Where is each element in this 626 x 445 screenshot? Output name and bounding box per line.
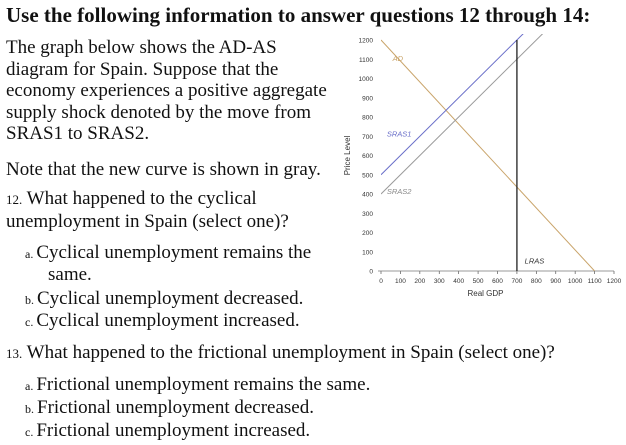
series-line-ad	[381, 40, 595, 271]
q13-option-b[interactable]	[25, 397, 314, 420]
intro-line: supply shock denoted by the move from	[6, 101, 312, 123]
x-tick-label: 0	[379, 278, 383, 285]
x-tick-label: 1200	[606, 278, 622, 285]
question-number: 12.	[6, 192, 23, 207]
question-number: 13.	[6, 346, 23, 361]
series-label-ad: AD	[392, 54, 404, 64]
y-tick-label: 300	[362, 210, 373, 218]
y-tick-label: 0	[369, 268, 373, 276]
intro-line: SRAS1 to SRAS2.	[6, 123, 150, 144]
x-axis-label: Real GDP	[467, 289, 504, 298]
y-tick-label: 500	[362, 172, 373, 180]
y-tick-label: 1200	[358, 37, 373, 45]
q13-option-a[interactable]	[25, 374, 370, 397]
q12-option-a-continued: same.	[48, 264, 92, 285]
x-tick-label: 300	[433, 278, 445, 285]
option-letter: c.	[25, 425, 34, 439]
option-text: Cyclical unemployment decreased.	[37, 288, 304, 309]
x-tick-label: 700	[511, 278, 523, 285]
question-text: What happened to the cyclical	[26, 188, 257, 209]
x-tick-label: 600	[492, 278, 503, 285]
page-heading: Use the following information to answer questions 12 through 14:	[6, 3, 591, 27]
series-line-sras1	[381, 30, 532, 175]
option-letter: b.	[25, 402, 34, 416]
note-text: Note that the new curve is shown in gray.	[6, 159, 321, 180]
chart-svg	[336, 30, 624, 305]
x-tick-label: 900	[550, 278, 562, 285]
y-tick-label: 1000	[358, 76, 373, 83]
y-tick-label: 900	[362, 95, 373, 103]
y-tick-label: 100	[362, 249, 373, 257]
intro-line: economy experiences a positive aggregate	[6, 80, 327, 101]
q12-option-b[interactable]	[25, 288, 303, 311]
series-label-sras1: SRAS1	[386, 129, 412, 139]
option-letter: b.	[25, 293, 34, 307]
option-text: Cyclical unemployment increased.	[36, 310, 300, 331]
question-text: What happened to the frictional unemployment in Spain (select one)?	[26, 342, 555, 363]
y-tick-label: 1100	[359, 56, 373, 64]
x-tick-label: 1100	[587, 278, 602, 285]
x-tick-label: 1000	[567, 278, 583, 285]
option-letter: a.	[25, 379, 34, 393]
series-label-lras: LRAS	[524, 256, 545, 266]
intro-line: diagram for Spain. Suppose that the	[6, 58, 279, 80]
option-text: Frictional unemployment remains the same.	[36, 374, 371, 395]
question-text: unemployment in Spain (select one)?	[6, 210, 289, 232]
x-tick-label: 800	[530, 278, 542, 285]
option-letter: c.	[25, 315, 34, 329]
ad-as-chart	[336, 30, 624, 305]
series-label-sras2: SRAS2	[386, 187, 412, 196]
intro-line: The graph below shows the AD-AS	[6, 37, 277, 58]
intro-paragraph	[6, 37, 336, 145]
x-tick-label: 100	[394, 278, 406, 285]
q13-option-c[interactable]	[25, 420, 310, 443]
y-tick-label: 400	[362, 191, 373, 199]
option-text: Frictional unemployment increased.	[36, 420, 311, 441]
y-tick-label: 800	[362, 114, 373, 122]
x-tick-label: 200	[414, 278, 426, 285]
x-tick-label: 500	[472, 278, 484, 285]
q12-option-a[interactable]	[25, 242, 311, 265]
question-13	[6, 342, 555, 365]
q12-option-c[interactable]	[25, 310, 300, 333]
series-line-sras2	[381, 30, 552, 194]
option-text: Frictional unemployment decreased.	[37, 397, 314, 418]
y-tick-label: 700	[362, 133, 373, 141]
question-12	[6, 188, 289, 232]
y-tick-label: 600	[362, 153, 373, 160]
option-letter: a.	[25, 247, 34, 261]
option-text: Cyclical unemployment remains the	[36, 242, 312, 263]
y-tick-label: 200	[362, 230, 373, 237]
y-axis-label: Price Level	[343, 135, 352, 176]
x-tick-label: 400	[453, 278, 465, 285]
